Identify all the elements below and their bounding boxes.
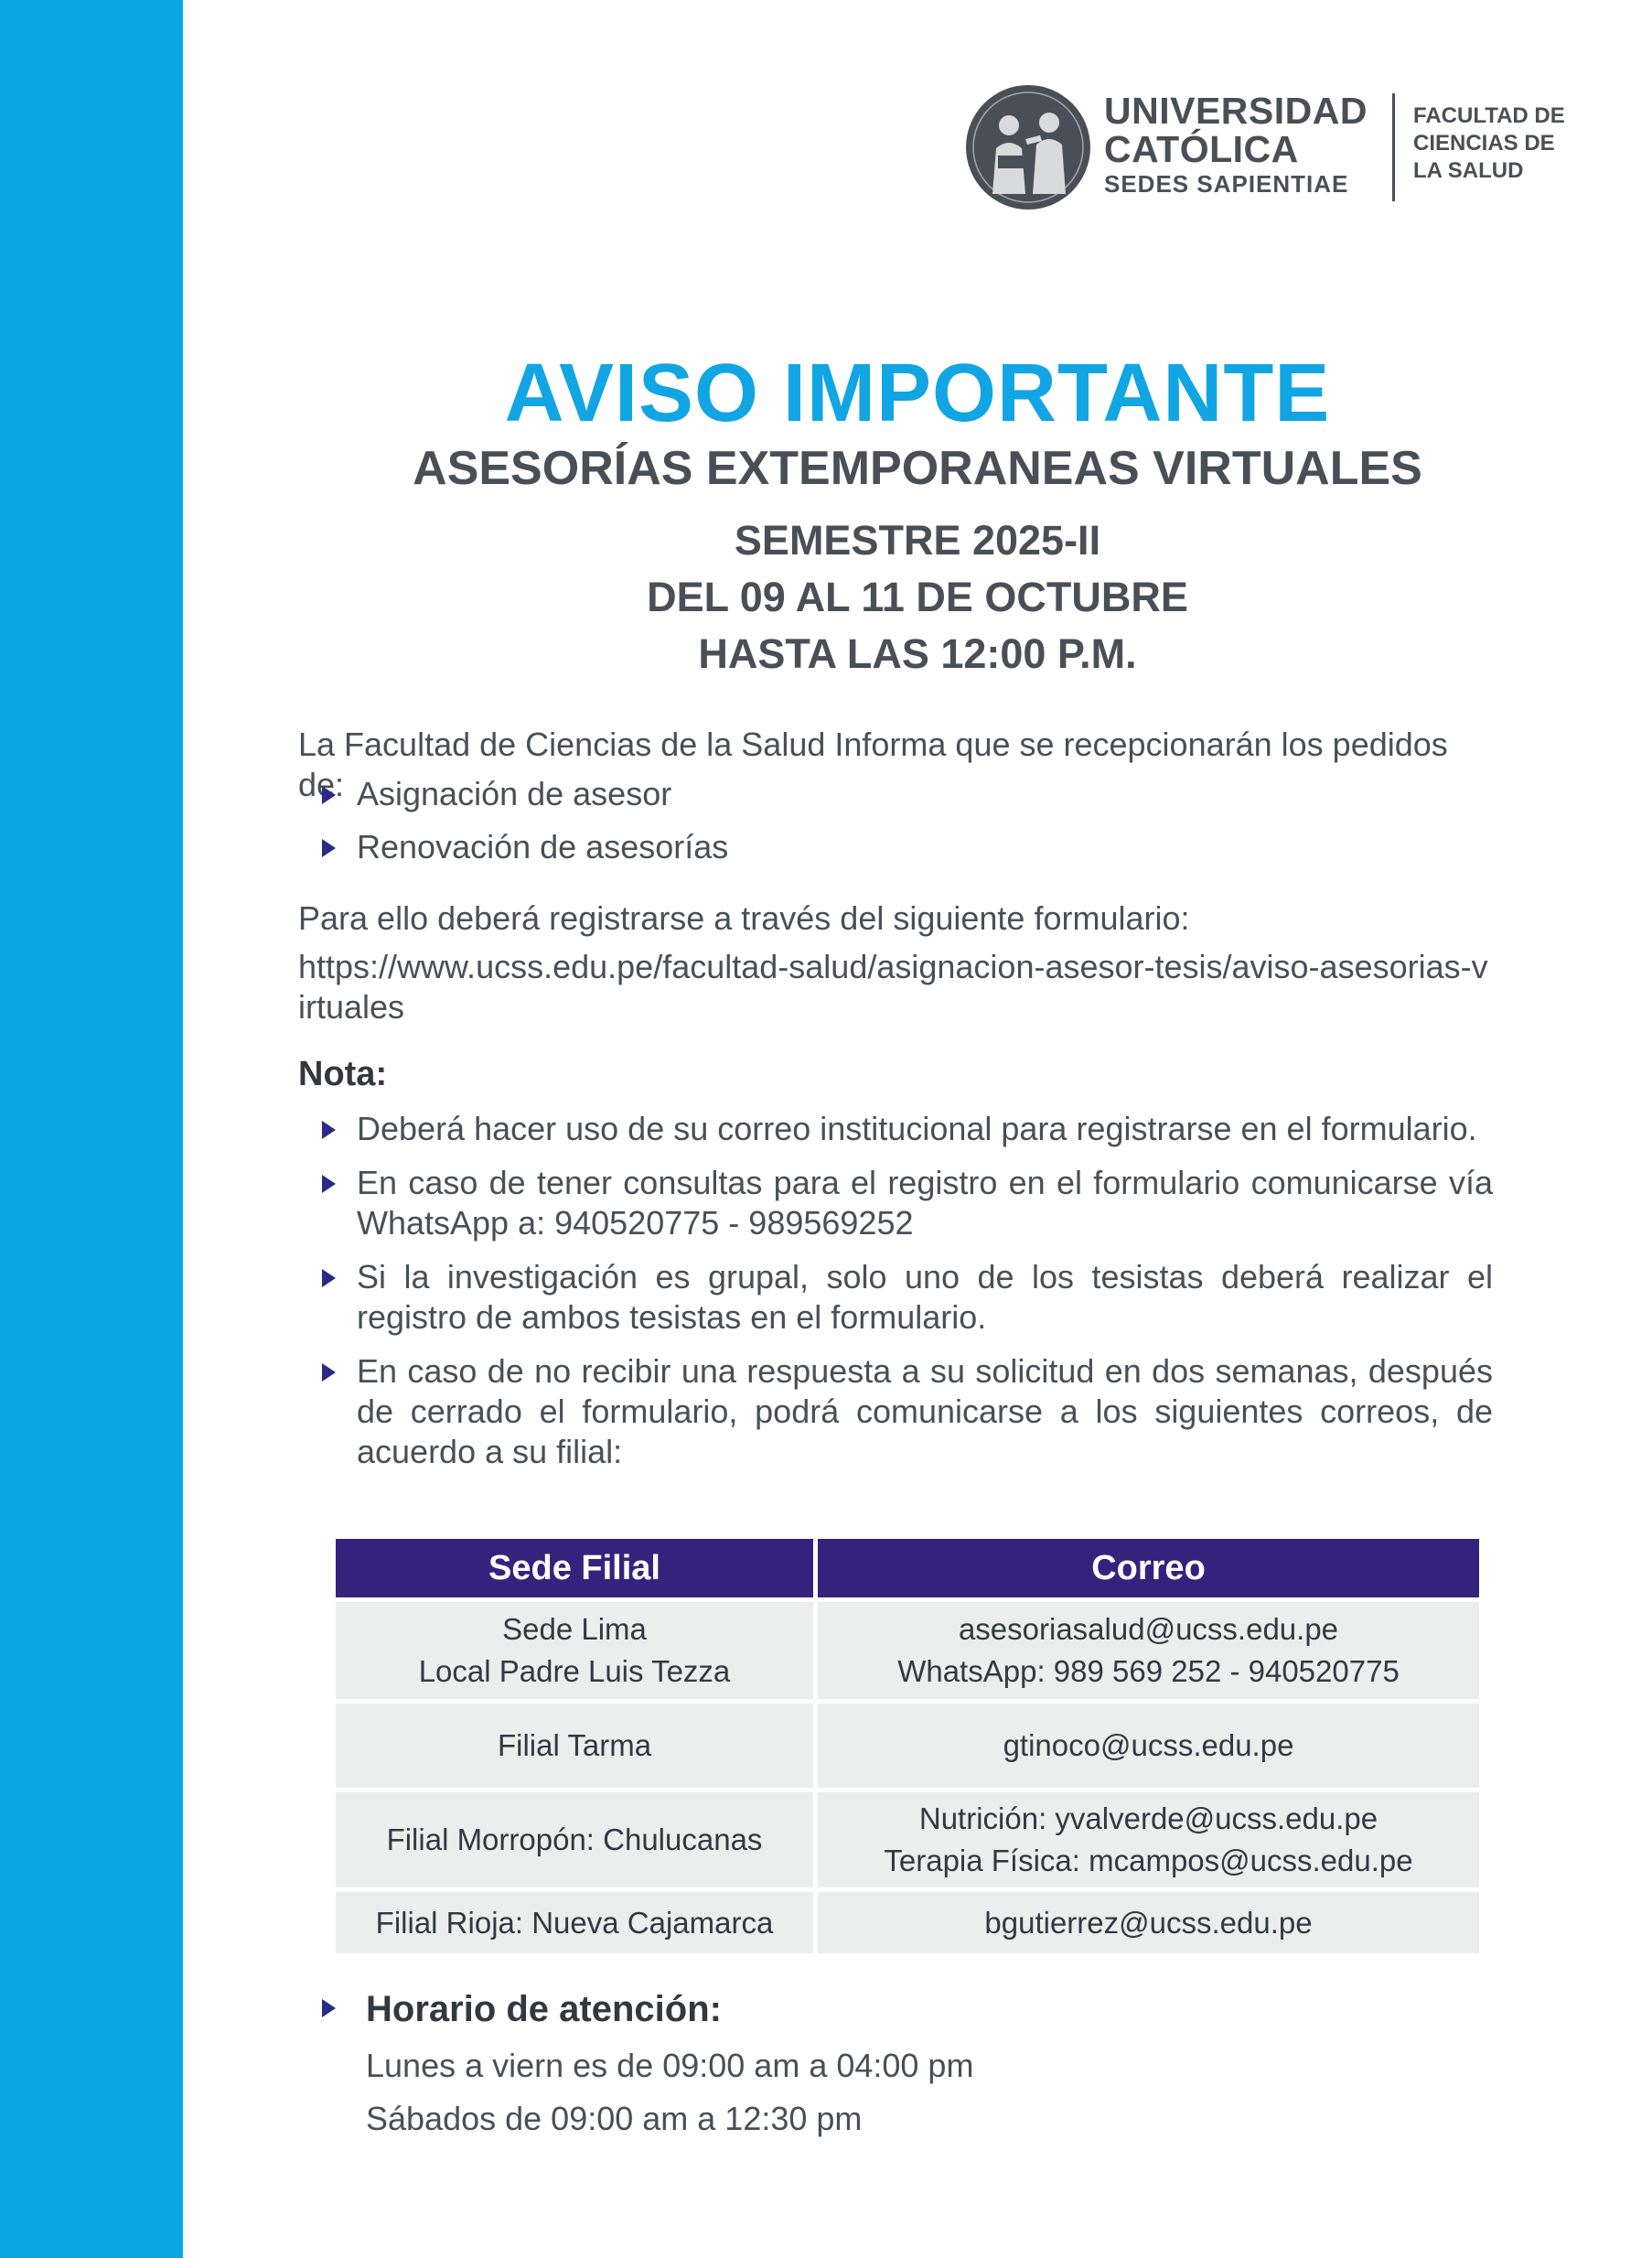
semester-text: SEMESTRE 2025-II	[734, 517, 1101, 564]
semester-block	[183, 512, 1652, 683]
horario-saturday: Sábados de 09:00 am a 12:30 pm	[366, 2100, 863, 2137]
page-subtitle: ASESORÍAS EXTEMPORANEAS VIRTUALES	[413, 442, 1422, 495]
bullet-triangle-icon	[322, 1999, 336, 2017]
header-sede: Sede Filial	[336, 1539, 813, 1597]
correo-line[interactable]: asesoriasalud@ucss.edu.pe	[958, 1612, 1339, 1646]
university-line3: SEDES SAPIENTIAE	[1104, 170, 1349, 198]
seal-icon	[965, 84, 1091, 210]
bullet-triangle-icon	[322, 1175, 336, 1193]
nota-list	[322, 1109, 1493, 1486]
faculty-name	[1413, 102, 1565, 185]
university-line1: UNIVERSIDAD	[1104, 90, 1368, 132]
sede-line: Filial Tarma	[497, 1728, 652, 1762]
side-accent-bar	[0, 0, 183, 2258]
table-row	[336, 1792, 1479, 1887]
nota-heading: Nota:	[298, 1055, 388, 1093]
list-item	[322, 1109, 1493, 1149]
table-header-row	[336, 1539, 1479, 1597]
form-link[interactable]: https://www.ucss.edu.pe/facultad-salud/asignacion-asesor-tesis/aviso-asesorias-virtuales	[298, 948, 1488, 1026]
sede-cell	[336, 1602, 813, 1699]
table-row	[336, 1602, 1479, 1699]
list-item	[322, 1351, 1493, 1472]
header-correo: Correo	[818, 1539, 1479, 1597]
contacts-table	[331, 1534, 1484, 1958]
horario-heading	[322, 1987, 722, 2031]
sede-cell	[336, 1792, 813, 1887]
list-item	[322, 1163, 1493, 1243]
correo-cell	[818, 1704, 1479, 1788]
deadline-text: HASTA LAS 12:00 P.M.	[698, 630, 1137, 677]
correo-cell	[818, 1892, 1479, 1953]
list-item	[322, 1257, 1493, 1338]
correo-cell	[818, 1602, 1479, 1699]
list-item-text: Renovación de asesorías	[357, 828, 729, 866]
sede-line: Sede Lima	[502, 1612, 647, 1646]
sede-line: Filial Morropón: Chulucanas	[386, 1823, 763, 1856]
sede-line: Local Padre Luis Tezza	[418, 1654, 731, 1688]
list-item-text: Asignación de asesor	[357, 775, 672, 812]
list-item-text: En caso de tener consultas para el registro en el formulario comunicarse vía WhatsApp a: 940520775 - 989569252	[357, 1164, 1493, 1242]
correo-line[interactable]: Nutrición: yvalverde@ucss.edu.pe	[918, 1801, 1378, 1835]
correo-line: WhatsApp: 989 569 252 - 940520775	[897, 1654, 1400, 1688]
correo-line[interactable]: gtinoco@ucss.edu.pe	[1003, 1728, 1294, 1762]
list-item	[322, 827, 1493, 867]
university-name	[1104, 91, 1368, 199]
dates-text: DEL 09 AL 11 DE OCTUBRE	[647, 574, 1188, 620]
bullet-triangle-icon	[322, 786, 336, 804]
list-item-text: Si la investigación es grupal, solo uno de los tesistas deberá realizar el registro de ambos tesistas en el formulario.	[357, 1258, 1493, 1336]
horario-weekdays: Lunes a viern es de 09:00 am a 04:00 pm	[366, 2047, 974, 2084]
bullet-triangle-icon	[322, 1363, 336, 1382]
faculty-line1: FACULTAD DE	[1413, 103, 1565, 128]
bullet-triangle-icon	[322, 1269, 336, 1287]
table-row	[336, 1892, 1479, 1953]
bullet-triangle-icon	[322, 1121, 336, 1139]
list-item-text: En caso de no recibir una respuesta a su solicitud en dos semanas, después de cerrado el formulario, podrá comunicarse a los siguientes correos, de acuerdo a su filial:	[357, 1352, 1493, 1470]
table-row	[336, 1704, 1479, 1788]
intro-text: La Facultad de Ciencias de la Salud Informa que se recepcionarán los pedidos de:	[298, 726, 1448, 803]
sede-line: Filial Rioja: Nueva Cajamarca	[375, 1905, 774, 1940]
bullet-triangle-icon	[322, 839, 336, 857]
list-item	[322, 774, 1493, 814]
logo-divider	[1392, 93, 1395, 201]
faculty-line2: CIENCIAS DE	[1413, 131, 1555, 156]
faculty-line3: LA SALUD	[1413, 158, 1524, 183]
correo-line[interactable]: bgutierrez@ucss.edu.pe	[984, 1905, 1313, 1940]
sede-cell	[336, 1892, 813, 1953]
correo-line[interactable]: Terapia Física: mcampos@ucss.edu.pe	[884, 1844, 1413, 1877]
request-list	[322, 774, 1493, 880]
university-line2: CATÓLICA	[1104, 128, 1299, 170]
horario-title: Horario de atención:	[366, 1989, 722, 2029]
correo-cell	[818, 1792, 1479, 1887]
page-title: AVISO IMPORTANTE	[504, 348, 1331, 439]
form-instruction: Para ello deberá registrarse a través del siguiente formulario:	[298, 899, 1190, 937]
university-logo	[965, 84, 1605, 214]
list-item-text: Deberá hacer uso de su correo institucional para registrarse en el formulario.	[357, 1110, 1477, 1147]
sede-cell	[336, 1704, 813, 1788]
